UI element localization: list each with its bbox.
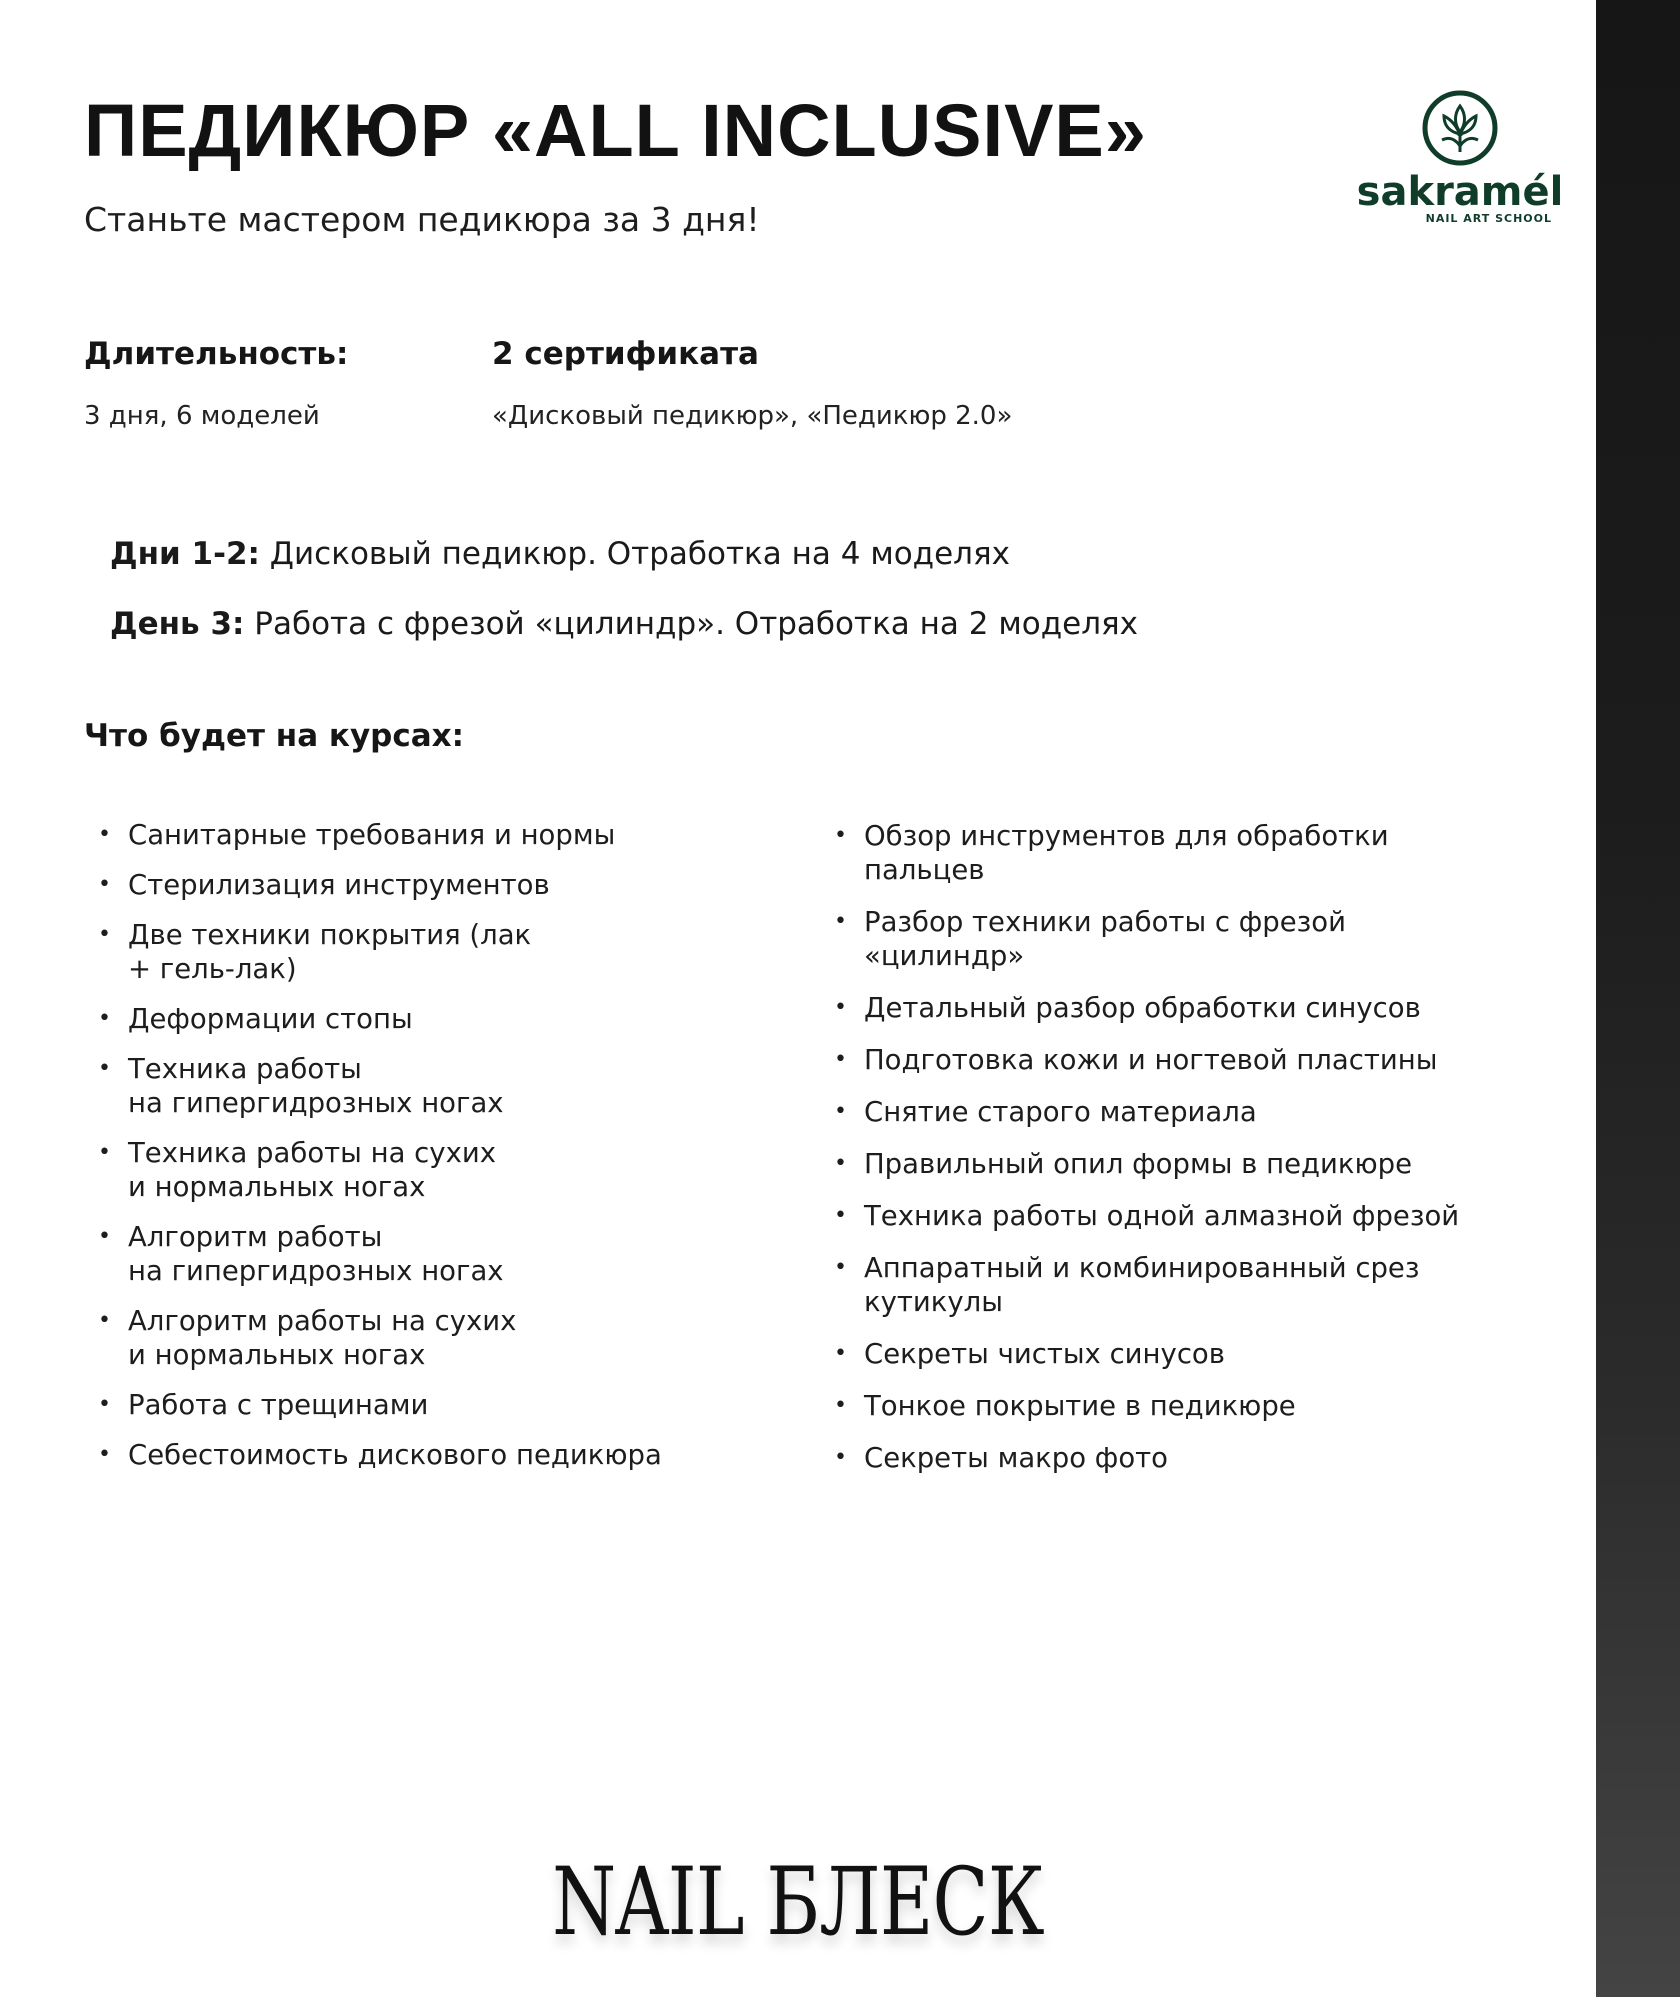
program-list-item (820, 1043, 1540, 1077)
program-item-line: • Техника работы одной алмазной фрезой (864, 1200, 1460, 1232)
schedule-day-text: Работа с фрезой «цилиндр». Отработка на 2 моделях (244, 606, 1139, 642)
certificates-value: «Дисковый педикюр», «Педикюр 2.0» (492, 401, 1013, 431)
program-item-line: • Секреты чистых синусов (864, 1338, 1225, 1370)
program-item-line: + гель-лак) (128, 953, 297, 985)
program-item-line: • Техника работы на сухих (128, 1137, 497, 1169)
program-list-left (84, 818, 724, 1488)
program-item-line: кутикулы (864, 1286, 1003, 1318)
program-item-line: • Алгоритм работы (128, 1221, 383, 1253)
program-item-line: • Снятие старого материала (864, 1096, 1257, 1128)
program-item-line: • Стерилизация инструментов (128, 869, 550, 901)
program-list-item (84, 1388, 724, 1422)
schedule-day-label: День 3: (110, 606, 245, 642)
logo-name: sakramél (1356, 169, 1564, 215)
duration-label: Длительность: (84, 336, 349, 372)
program-list-item (84, 1304, 724, 1372)
program-item-line: и нормальных ногах (128, 1339, 426, 1371)
certificates-label: 2 сертификата (492, 336, 759, 372)
program-item-line: • Детальный разбор обработки синусов (864, 992, 1421, 1024)
lotus-leaves-icon (1420, 88, 1500, 168)
school-logo (1350, 88, 1570, 225)
program-list-item (820, 1337, 1540, 1371)
program-list-item (84, 1220, 724, 1288)
program-list-item (820, 991, 1540, 1025)
footer-brand: NAIL БЛЕСК (552, 1848, 1044, 1957)
schedule-day-1-2 (110, 536, 1010, 572)
program-list-item (820, 1251, 1540, 1319)
program-title: Что будет на курсах: (84, 718, 465, 754)
program-item-line: • Две техники покрытия (лак (128, 919, 532, 951)
program-item-line: на гипергидрозных ногах (128, 1087, 504, 1119)
duration-value: 3 дня, 6 моделей (84, 401, 320, 431)
program-list-item (820, 1147, 1540, 1181)
page-title: ПЕДИКЮР «ALL INCLUSIVE» (84, 89, 1147, 172)
program-list-item (84, 868, 724, 902)
program-item-line: • Алгоритм работы на сухих (128, 1305, 517, 1337)
program-item-line: • Секреты макро фото (864, 1442, 1168, 1474)
program-item-line: пальцев (864, 854, 985, 886)
program-list-item (820, 1389, 1540, 1423)
program-list-item (820, 1199, 1540, 1233)
program-item-line: • Разбор техники работы с фрезой (864, 906, 1346, 938)
program-item-line: • Тонкое покрытие в педикюре (864, 1390, 1296, 1422)
program-list-item (84, 918, 724, 986)
program-item-line: • Обзор инструментов для обработки (864, 820, 1389, 852)
program-list-item (84, 818, 724, 852)
schedule-day-3 (110, 606, 1138, 642)
side-dark-strip (1596, 0, 1680, 1997)
program-list-item (84, 1136, 724, 1204)
program-item-line: • Аппаратный и комбинированный срез (864, 1252, 1420, 1284)
program-list-item (820, 1095, 1540, 1129)
program-list-item (84, 1002, 724, 1036)
program-item-line: • Себестоимость дискового педикюра (128, 1439, 662, 1471)
program-item-line: на гипергидрозных ногах (128, 1255, 504, 1287)
program-item-line: • Правильный опил формы в педикюре (864, 1148, 1413, 1180)
program-item-line: • Деформации стопы (128, 1003, 413, 1035)
program-list-item (820, 819, 1540, 887)
program-item-line: «цилиндр» (864, 940, 1025, 972)
program-item-line: • Работа с трещинами (128, 1389, 429, 1421)
program-list-item (84, 1438, 724, 1472)
schedule-day-text: Дисковый педикюр. Отработка на 4 моделях (259, 536, 1010, 572)
program-item-line: • Санитарные требования и нормы (128, 819, 616, 851)
program-list-right (820, 819, 1540, 1493)
program-list-item (820, 905, 1540, 973)
logo-tagline: NAIL ART SCHOOL (1425, 212, 1552, 225)
page-subtitle: Станьте мастером педикюра за 3 дня! (84, 200, 760, 239)
program-list-item (84, 1052, 724, 1120)
program-item-line: • Техника работы (128, 1053, 362, 1085)
program-item-line: и нормальных ногах (128, 1171, 426, 1203)
program-list-item (820, 1441, 1540, 1475)
schedule-day-label: Дни 1-2: (110, 536, 260, 572)
program-item-line: • Подготовка кожи и ногтевой пластины (864, 1044, 1438, 1076)
